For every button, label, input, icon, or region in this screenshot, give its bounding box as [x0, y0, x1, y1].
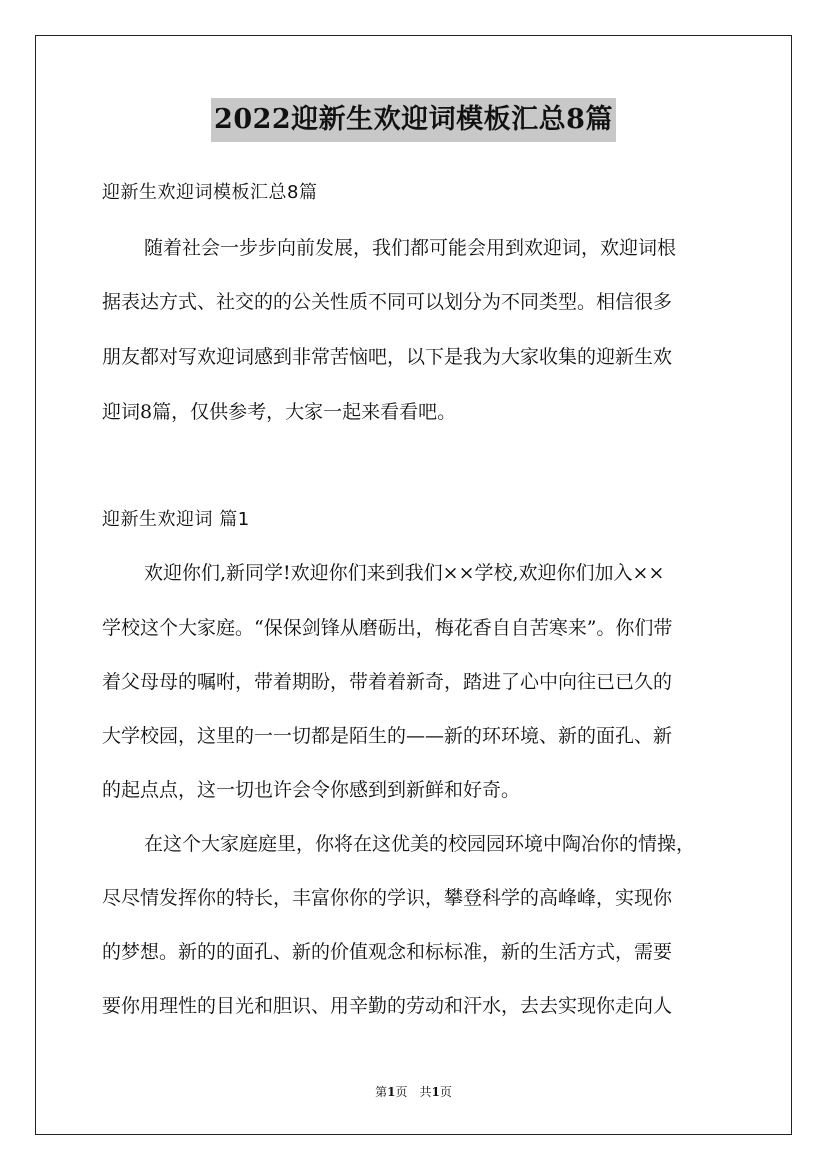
- para2-line-4: 要你用理性的目光和胆识、用辛勤的劳动和汗水，去去实现你走向人: [102, 995, 673, 1017]
- para1-line-4: 大学校园，这里的一一切都是陌生的——新的环环境、新的面孔、新: [102, 725, 673, 747]
- intro-line-2: 据表达方式、社交的的公关性质不同可以划分为不同类型。相信很多: [102, 291, 673, 313]
- para1-line-1: 欢迎你们,新同学!欢迎你们来到我们××学校,欢迎你们加入××: [144, 562, 665, 584]
- section-heading: 迎新生欢迎词 篇1: [102, 509, 250, 530]
- document-title: 2022迎新生欢迎词模板汇总8篇: [211, 98, 616, 142]
- page-footer: [0, 1083, 827, 1101]
- footer-page-prefix: 第: [375, 1085, 388, 1099]
- para1-line-2: 学校这个大家庭。“保保剑锋从磨砺出，梅花香自自苦寒来”。你们带: [102, 617, 673, 639]
- intro-line-3: 朋友都对写欢迎词感到非常苦恼吧，以下是我为大家收集的迎新生欢: [102, 346, 673, 368]
- para2-line-1: 在这个大家庭庭里，你将在这优美的校园园环境中陶冶你的情操，: [144, 833, 696, 855]
- para1-line-3: 着父母母的嘱咐，带着期盼，带着着新奇，踏进了心中向往已已久的: [102, 671, 673, 693]
- para1-line-5: 的起点点，这一切也许会令你感到到新鲜和好奇。: [102, 779, 521, 801]
- footer-page-total: 1: [431, 1085, 440, 1099]
- footer-page-mid: 页 共: [395, 1085, 432, 1099]
- title-container: [0, 98, 827, 142]
- para2-line-2: 尽尽情发挥你的特长，丰富你你的学识，攀登科学的高峰峰，实现你: [102, 887, 673, 909]
- footer-page-current: 1: [387, 1085, 396, 1099]
- intro-line-1: 随着社会一步步向前发展，我们都可能会用到欢迎词，欢迎词根: [144, 237, 677, 259]
- footer-page-suffix: 页: [439, 1085, 452, 1099]
- document-subtitle: 迎新生欢迎词模板汇总8篇: [102, 182, 318, 203]
- intro-line-4: 迎词8篇，仅供参考，大家一起来看看吧。: [102, 401, 457, 423]
- para2-line-3: 的梦想。新的的面孔、新的价值观念和标标准，新的生活方式，需要: [102, 941, 673, 963]
